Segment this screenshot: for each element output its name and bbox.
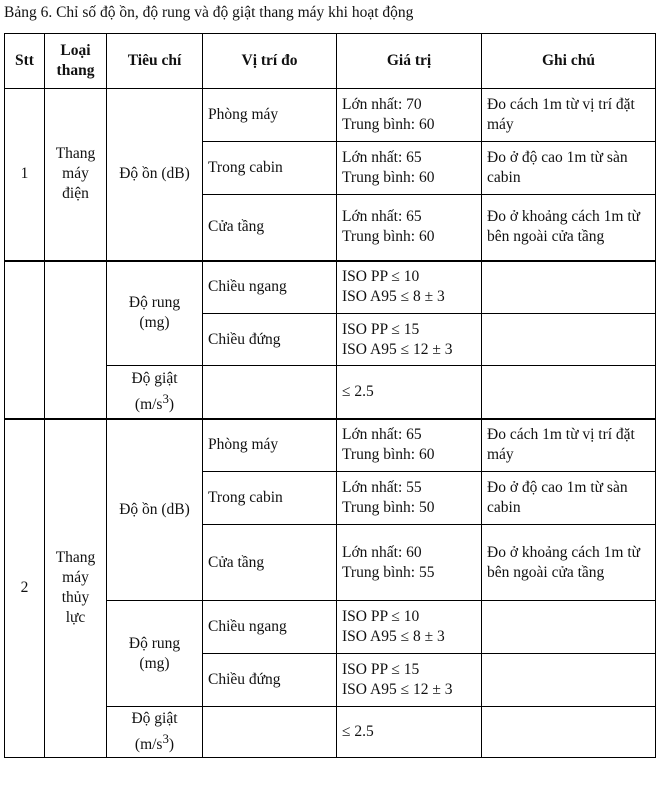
value-cell: ≤ 2.5 xyxy=(337,366,482,419)
note-cell-empty xyxy=(482,366,656,419)
header-position: Vị trí đo xyxy=(203,34,337,89)
note-cell-empty xyxy=(482,601,656,654)
position-cell: Chiều ngang xyxy=(203,601,337,654)
table-header-row xyxy=(5,34,656,89)
value-cell: ISO PP ≤ 10 ISO A95 ≤ 8 ± 3 xyxy=(337,261,482,314)
header-stt: Stt xyxy=(5,34,45,89)
note-cell: Đo ở độ cao 1m từ sàn cabin xyxy=(482,142,656,195)
table-row xyxy=(5,419,656,472)
note-cell-empty xyxy=(482,314,656,366)
note-cell: Đo ở độ cao 1m từ sàn cabin xyxy=(482,472,656,525)
value-cell: ISO PP ≤ 10 ISO A95 ≤ 8 ± 3 xyxy=(337,601,482,654)
value-cell: ≤ 2.5 xyxy=(337,707,482,758)
header-type: Loại thang xyxy=(45,34,107,89)
note-cell: Đo ở khoảng cách 1m từ bên ngoài cửa tầng xyxy=(482,525,656,601)
header-value: Giá trị xyxy=(337,34,482,89)
value-cell: ISO PP ≤ 15 ISO A95 ≤ 12 ± 3 xyxy=(337,314,482,366)
header-criteria: Tiêu chí xyxy=(107,34,203,89)
position-cell-empty xyxy=(203,366,337,419)
stt-cell-empty xyxy=(5,261,45,419)
value-cell: Lớn nhất: 65 Trung bình: 60 xyxy=(337,142,482,195)
elevator-type-cell: Thang máy điện xyxy=(45,89,107,261)
table-row xyxy=(5,89,656,142)
position-cell: Trong cabin xyxy=(203,142,337,195)
note-cell: Đo cách 1m từ vị trí đặt máy xyxy=(482,419,656,472)
value-cell: ISO PP ≤ 15 ISO A95 ≤ 12 ± 3 xyxy=(337,654,482,707)
position-cell: Cửa tầng xyxy=(203,195,337,261)
note-cell: Đo ở khoảng cách 1m từ bên ngoài cửa tầng xyxy=(482,195,656,261)
position-cell-empty xyxy=(203,707,337,758)
value-cell: Lớn nhất: 65 Trung bình: 60 xyxy=(337,419,482,472)
elevator-type-cell: Thang máy thủy lực xyxy=(45,419,107,758)
position-cell: Chiều ngang xyxy=(203,261,337,314)
table-row xyxy=(5,261,656,314)
table-caption: Bảng 6. Chỉ số độ ồn, độ rung và độ giật thang máy khi hoạt động xyxy=(4,4,414,21)
position-cell: Chiều đứng xyxy=(203,314,337,366)
criteria-jerk-cell: Độ giật $(m/s^3)$ xyxy=(107,366,203,419)
position-cell: Cửa tầng xyxy=(203,525,337,601)
criteria-jerk-cell: Độ giật $(m/s^3)$ xyxy=(107,707,203,758)
note-cell-empty xyxy=(482,707,656,758)
criteria-noise-cell: Độ ồn (dB) xyxy=(107,89,203,261)
elevator-metrics-table xyxy=(4,33,656,758)
note-cell: Đo cách 1m từ vị trí đặt máy xyxy=(482,89,656,142)
elevator-type-cell-empty xyxy=(45,261,107,419)
stt-cell: 2 xyxy=(5,419,45,758)
position-cell: Chiều đứng xyxy=(203,654,337,707)
value-cell: Lớn nhất: 65 Trung bình: 60 xyxy=(337,195,482,261)
note-cell-empty xyxy=(482,261,656,314)
position-cell: Trong cabin xyxy=(203,472,337,525)
criteria-noise-cell: Độ ồn (dB) xyxy=(107,419,203,601)
position-cell: Phòng máy xyxy=(203,89,337,142)
value-cell: Lớn nhất: 60 Trung bình: 55 xyxy=(337,525,482,601)
header-note: Ghi chú xyxy=(482,34,656,89)
position-cell: Phòng máy xyxy=(203,419,337,472)
value-cell: Lớn nhất: 70 Trung bình: 60 xyxy=(337,89,482,142)
stt-cell: 1 xyxy=(5,89,45,261)
criteria-vibration-cell: Độ rung (mg) xyxy=(107,261,203,366)
value-cell: Lớn nhất: 55 Trung bình: 50 xyxy=(337,472,482,525)
criteria-vibration-cell: Độ rung (mg) xyxy=(107,601,203,707)
note-cell-empty xyxy=(482,654,656,707)
